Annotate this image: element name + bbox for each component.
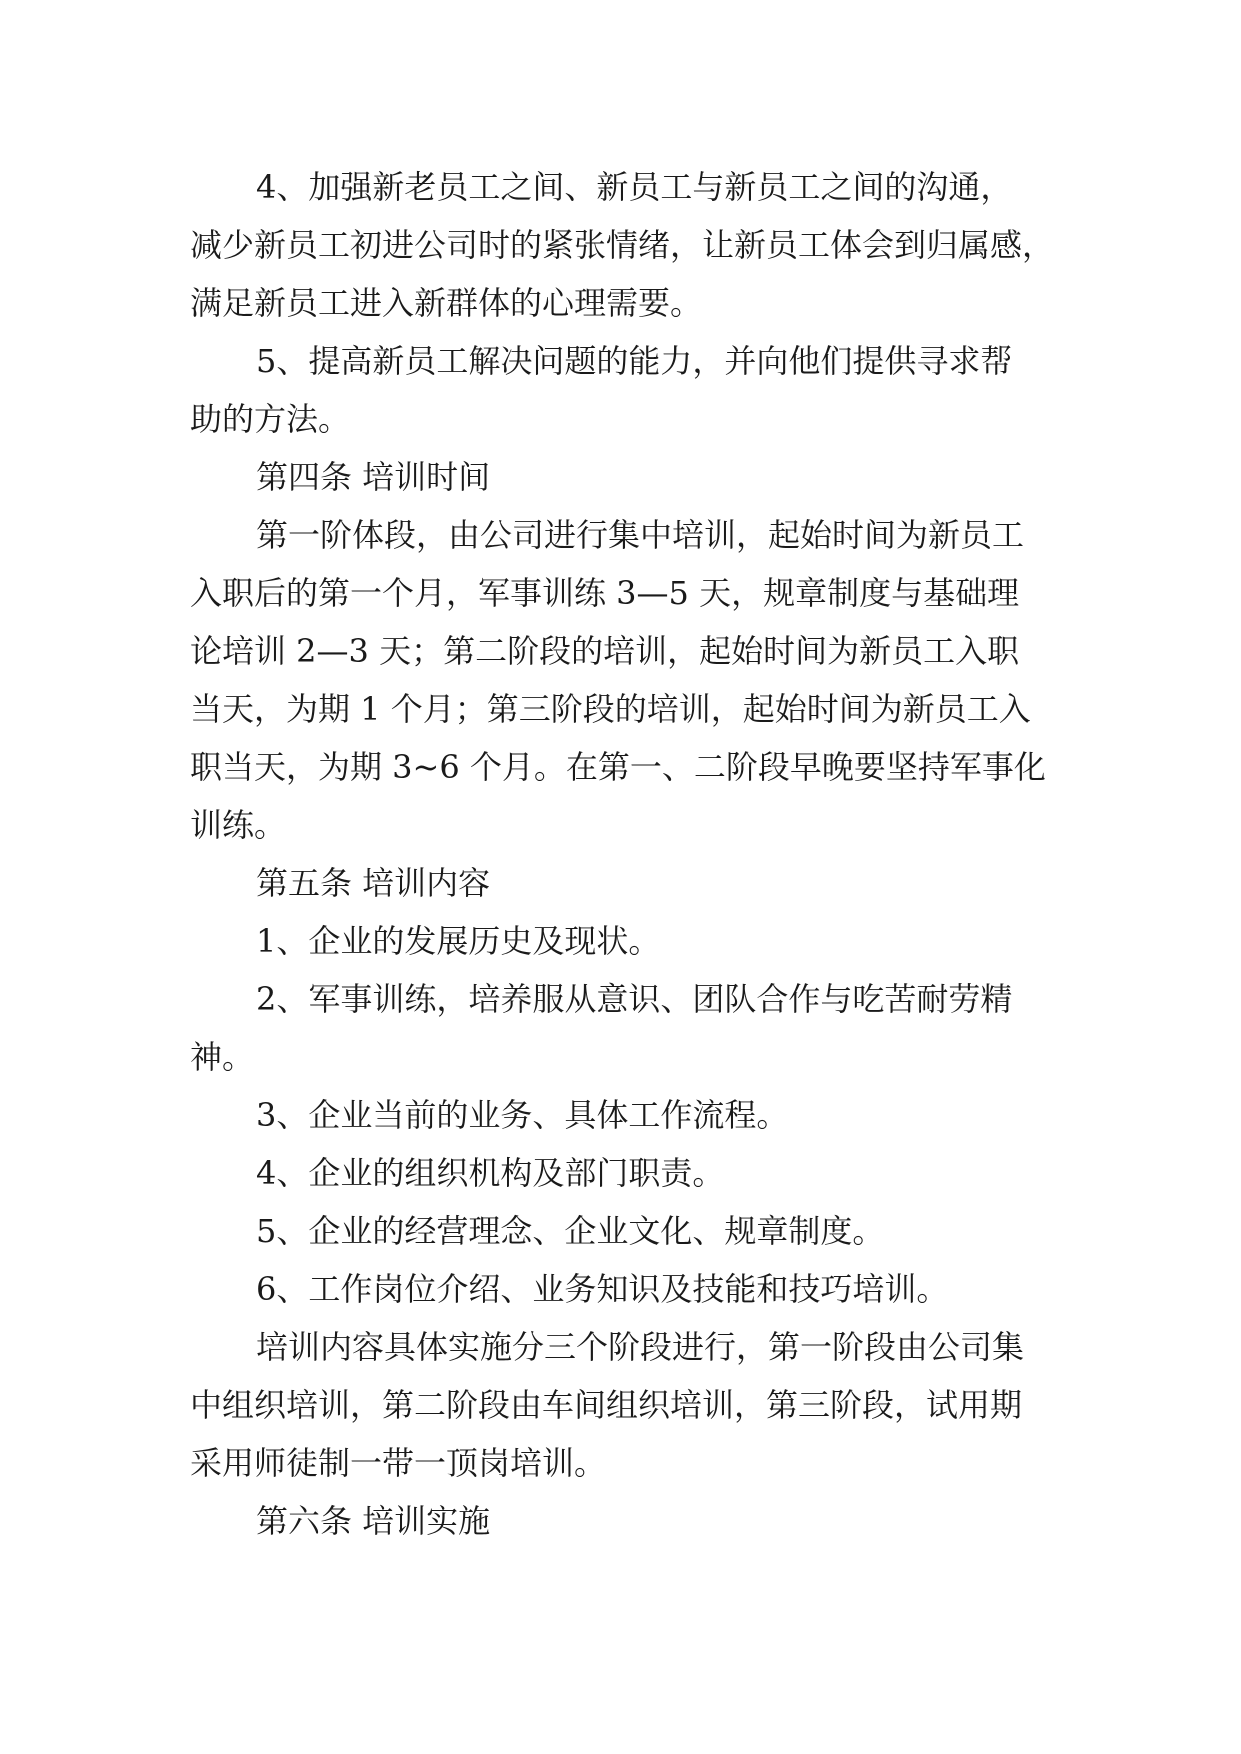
- text-line: 2、军事训练，培养服从意识、团队合作与吃苦耐劳精: [256, 980, 1013, 1018]
- text-line: 助的方法。: [190, 400, 351, 438]
- text-line: 满足新员工进入新群体的心理需要。: [190, 284, 703, 322]
- section-heading: 第四条 培训时间: [256, 458, 491, 496]
- text-line: 5、企业的经营理念、企业文化、规章制度。: [256, 1212, 885, 1250]
- text-line: 减少新员工初进公司时的紧张情绪，让新员工体会到归属感，: [190, 226, 1055, 264]
- text-line: 6、工作岗位介绍、业务知识及技能和技巧培训。: [256, 1270, 949, 1308]
- section-heading: 第五条 培训内容: [256, 864, 491, 902]
- text-line: 论培训 2—3 天；第二阶段的培训，起始时间为新员工入职: [190, 632, 1020, 670]
- text-line: 职当天，为期 3~6 个月。在第一、二阶段早晚要坚持军事化: [190, 748, 1046, 786]
- text-line: 神。: [190, 1038, 255, 1076]
- document-body: [190, 158, 1090, 1550]
- text-line: 采用师徒制一带一顶岗培训。: [190, 1444, 607, 1482]
- section-heading: 第六条 培训实施: [256, 1502, 491, 1540]
- text-line: 1、企业的发展历史及现状。: [256, 922, 661, 960]
- text-line: 培训内容具体实施分三个阶段进行，第一阶段由公司集: [256, 1328, 1025, 1366]
- text-line: 3、企业当前的业务、具体工作流程。: [256, 1096, 789, 1134]
- text-line: 入职后的第一个月，军事训练 3—5 天，规章制度与基础理: [190, 574, 1020, 612]
- text-line: 4、加强新老员工之间、新员工与新员工之间的沟通，: [256, 168, 1013, 206]
- text-line: 中组织培训，第二阶段由车间组织培训，第三阶段，试用期: [190, 1386, 1023, 1424]
- text-line: 当天，为期 1 个月；第三阶段的培训，起始时间为新员工入: [190, 690, 1031, 728]
- text-line: 训练。: [190, 806, 287, 844]
- text-line: 5、提高新员工解决问题的能力，并向他们提供寻求帮: [256, 342, 1013, 380]
- text-line: 4、企业的组织机构及部门职责。: [256, 1154, 725, 1192]
- text-line: 第一阶体段，由公司进行集中培训，起始时间为新员工: [256, 516, 1025, 554]
